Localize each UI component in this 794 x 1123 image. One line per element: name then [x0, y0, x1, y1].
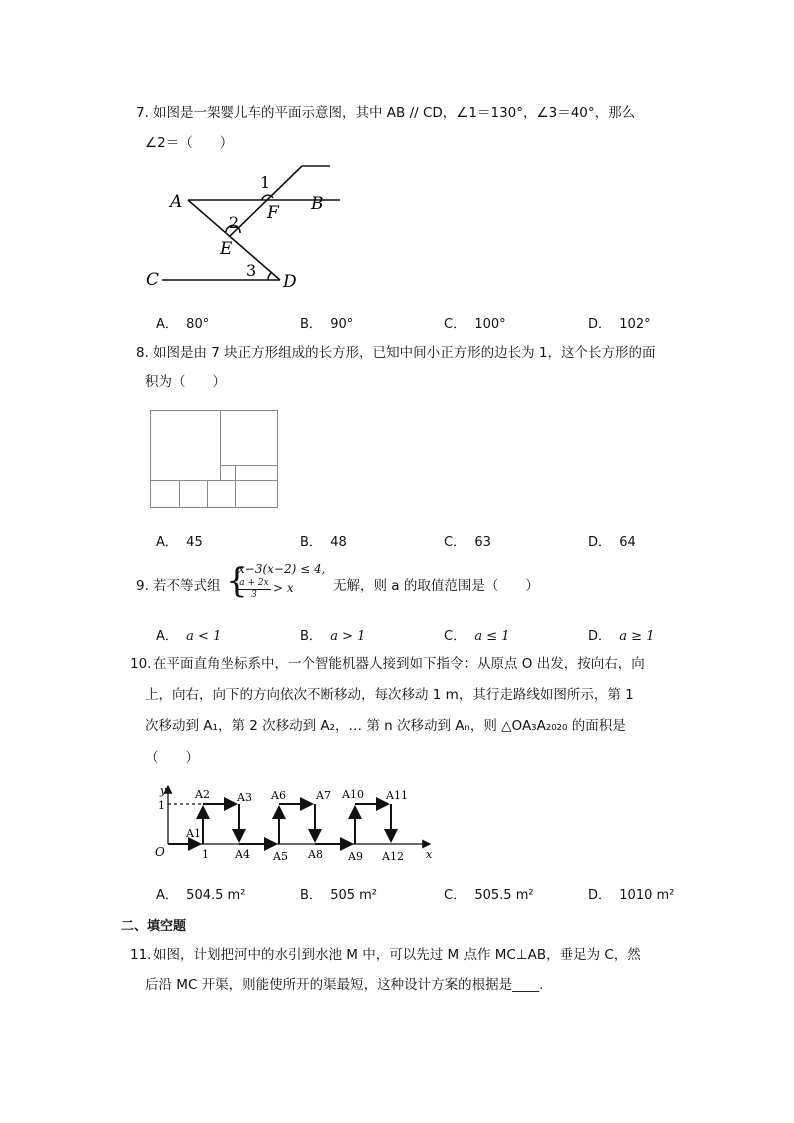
q9-ineq1: x−3(x−2) ≤ 4, [238, 562, 326, 576]
q8-stem-line2: 积为（ ） [145, 374, 226, 390]
q7-stem-line2: ∠2＝（ ） [145, 135, 234, 151]
q8-option-d[interactable]: D． 64 [588, 535, 636, 550]
q9-option-d[interactable]: D． a ≥ 1 [588, 629, 655, 644]
q9-option-a[interactable]: A． a < 1 [156, 629, 222, 644]
label-c: C [146, 270, 160, 290]
q10-stem-line3: 次移动到 A₁，第 2 次移动到 A₂，… 第 n 次移动到 Aₙ，则 △OA₃A₂₀₂₀ 的面积是 [145, 718, 626, 734]
q8-option-a[interactable]: A． 45 [156, 535, 203, 550]
q9-option-b[interactable]: B． a > 1 [300, 629, 366, 644]
label-a4: A4 [235, 848, 250, 861]
q10-stem-line2: 上，向右，向下的方向依次不断移动，每次移动 1 m，其行走路线如图所示，第 1 [145, 687, 634, 703]
label-a12: A12 [382, 850, 404, 863]
outer-rectangle [151, 411, 278, 508]
label-d: D [283, 272, 297, 292]
q8-option-b[interactable]: B． 48 [300, 535, 347, 550]
section-title-fill-in: 二、填空题 [121, 919, 187, 934]
angle2-label: 2 [229, 213, 240, 232]
q8-option-c[interactable]: C． 63 [444, 535, 491, 550]
label-a6: A6 [271, 789, 286, 802]
label-a1: A1 [186, 827, 201, 840]
q9-frac-den: 3 [251, 590, 257, 600]
q9-frac-num: a + 2x [237, 578, 271, 590]
angle1-label: 1 [260, 173, 271, 192]
q7-option-b[interactable]: B． 90° [300, 317, 354, 332]
q10-stem-line4: （ ） [145, 750, 199, 766]
q9-prefix: 若不等式组 [153, 578, 221, 594]
angle3-label: 3 [246, 261, 257, 280]
q7-number: 7. [136, 105, 149, 121]
q10-option-c[interactable]: C． 505.5 m² [444, 888, 534, 903]
q10-option-b[interactable]: B． 505 m² [300, 888, 378, 903]
q7-option-d[interactable]: D． 102° [588, 317, 651, 332]
x-axis-label: x [426, 848, 433, 861]
q10-number: 10. [130, 656, 152, 672]
q10-option-d[interactable]: D． 1010 m² [588, 888, 675, 903]
q9-suffix: 无解，则 a 的取值范围是（ ） [333, 578, 539, 594]
origin-label: O [155, 845, 165, 859]
q9-system-brace: { [226, 561, 248, 601]
q7-option-a[interactable]: A． 80° [156, 317, 210, 332]
q7-stem-line1: 如图是一架婴儿车的平面示意图，其中 AB // CD，∠1＝130°，∠3＝40°，那么 [153, 105, 636, 121]
label-f: F [267, 203, 279, 223]
q8-squares-figure [150, 410, 280, 510]
label-e: E [220, 239, 233, 259]
q7-option-c[interactable]: C． 100° [444, 317, 506, 332]
label-a10: A10 [342, 788, 364, 801]
label-a7: A7 [316, 789, 331, 802]
y-axis-label: y [160, 784, 167, 797]
q10-option-a[interactable]: A． 504.5 m² [156, 888, 246, 903]
label-a3: A3 [237, 791, 252, 804]
q10-robot-path-figure [150, 782, 450, 864]
q9-ineq2-tail: > x [273, 581, 294, 595]
q11-number: 11. [130, 947, 152, 963]
label-a5: A5 [273, 850, 288, 863]
q11-stem-line1: 如图，计划把河中的水引到水池 M 中，可以先过 M 点作 MC⊥AB，垂足为 C，然 [153, 947, 641, 963]
label-a8: A8 [308, 848, 323, 861]
label-a11: A11 [386, 789, 408, 802]
q9-option-c[interactable]: C． a ≤ 1 [444, 629, 510, 644]
label-a9: A9 [348, 850, 363, 863]
q11-stem-line2: 后沿 MC 开渠，则能使所开的渠最短，这种设计方案的根据是____. [145, 977, 544, 993]
q9-number: 9. [136, 578, 149, 594]
label-a2: A2 [195, 788, 210, 801]
q7-stroller-figure [140, 160, 380, 295]
y-tick-1: 1 [158, 799, 165, 812]
label-b: B [311, 194, 324, 214]
x-tick-1: 1 [202, 848, 209, 861]
q8-number: 8. [136, 345, 149, 361]
q10-stem-line1: 在平面直角坐标系中，一个智能机器人接到如下指令：从原点 O 出发，按向右，向 [153, 656, 645, 672]
angle3-arc [268, 272, 272, 280]
q8-stem-line1: 如图是由 7 块正方形组成的长方形，已知中间小正方形的边长为 1，这个长方形的面 [153, 345, 656, 361]
label-a: A [170, 192, 183, 212]
